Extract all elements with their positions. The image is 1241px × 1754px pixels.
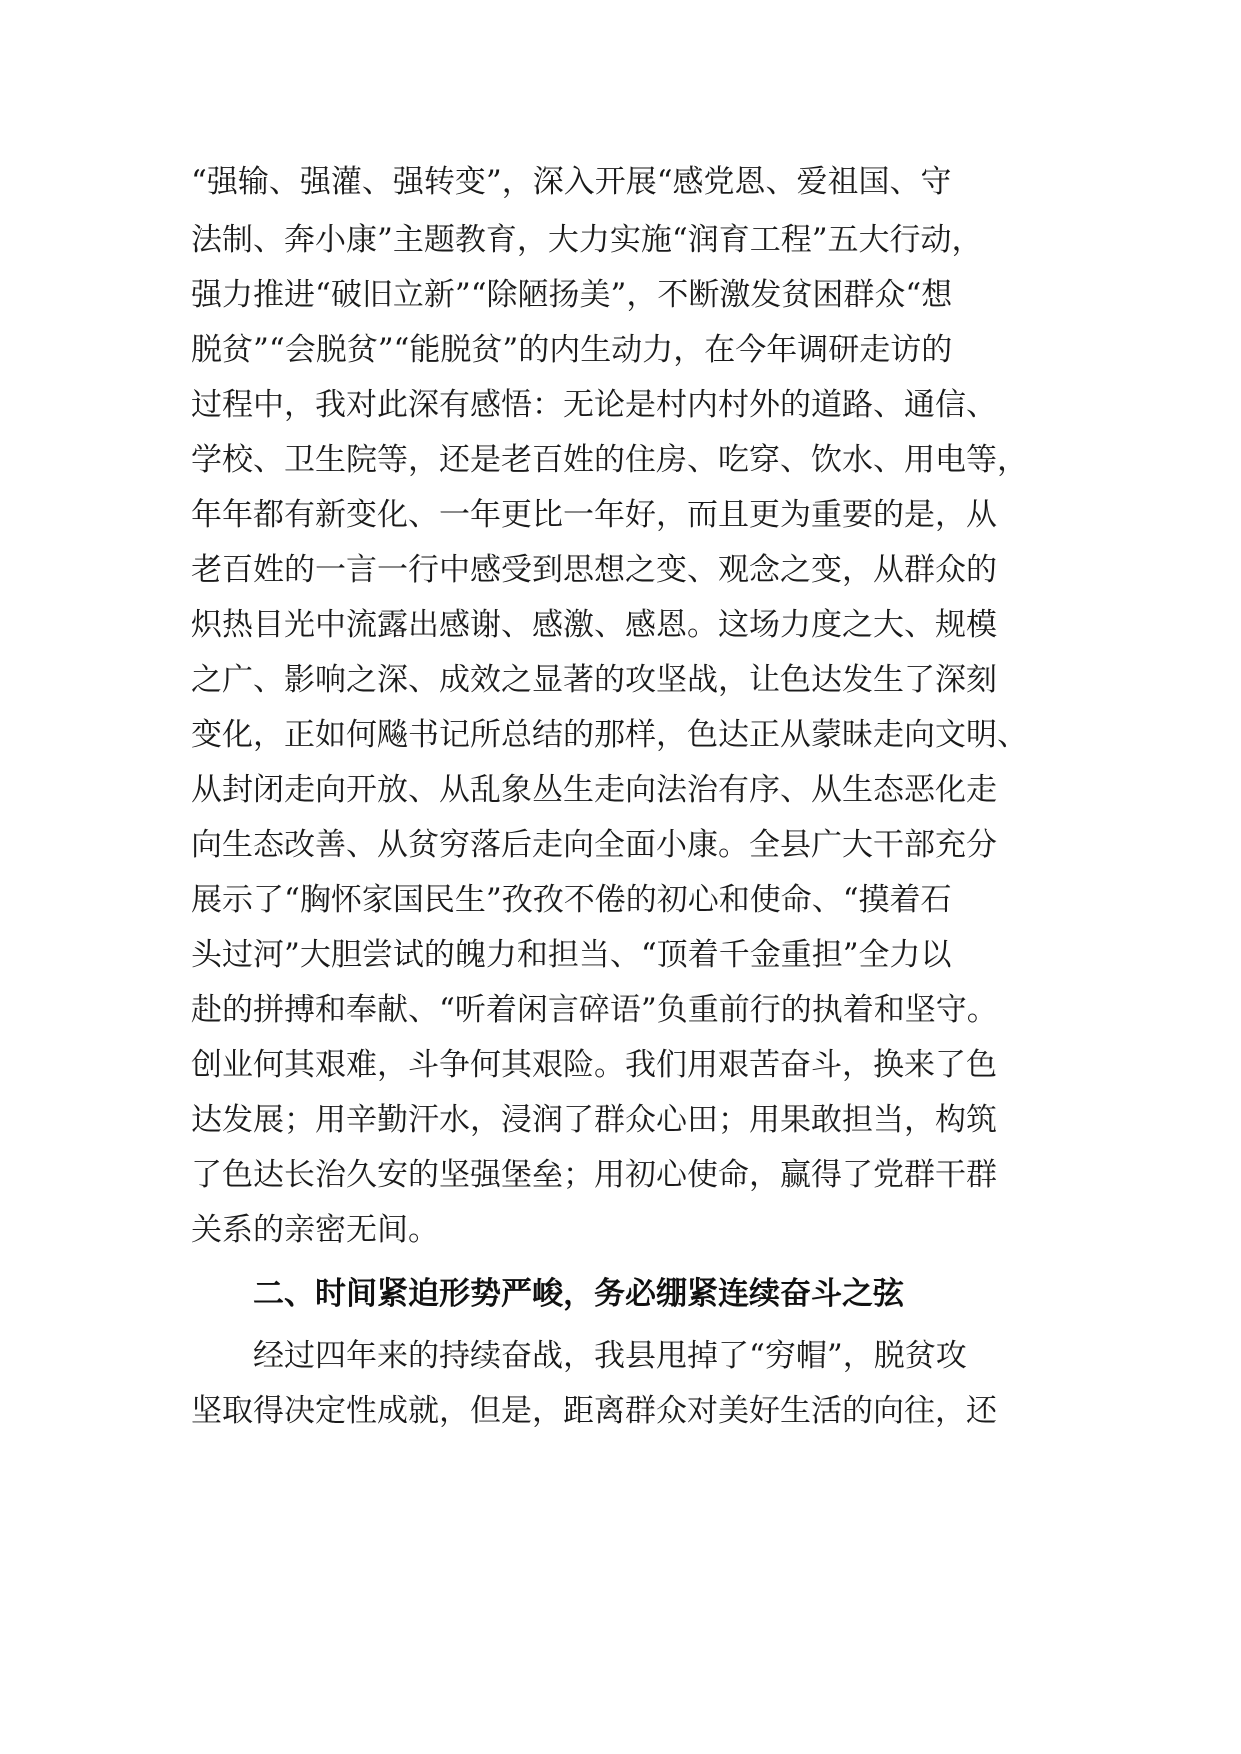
text-line: 变化，正如何飚书记所总结的那样，色达正从蒙昧走向文明、 (191, 717, 1028, 753)
text-line: 老百姓的一言一行中感受到思想之变、观念之变，从群众的 (191, 552, 997, 588)
text-line: 关系的亲密无间。 (191, 1212, 439, 1248)
text-line: 头过河”大胆尝试的魄力和担当、“顶着千金重担”全力以 (191, 937, 952, 973)
text-line: 展示了“胸怀家国民生”孜孜不倦的初心和使命、“摸着石 (191, 882, 952, 918)
text-line: 脱贫”“会脱贫”“能脱贫”的内生动力，在今年调研走访的 (191, 332, 953, 368)
text-line: 向生态改善、从贫穷落后走向全面小康。全县广大干部充分 (191, 827, 997, 863)
text-line: 赴的拼搏和奉献、“听着闲言碎语”负重前行的执着和坚守。 (191, 992, 998, 1028)
text-line: 炽热目光中流露出感谢、感激、感恩。这场力度之大、规模 (191, 607, 997, 643)
text-line: 强力推进“破旧立新”“除陋扬美”，不断激发贫困群众“想 (191, 277, 953, 313)
text-line: 之广、影响之深、成效之显著的攻坚战，让色达发生了深刻 (191, 662, 997, 698)
text-line: 年年都有新变化、一年更比一年好，而且更为重要的是，从 (191, 497, 997, 533)
text-line: “强输、强灌、强转变”，深入开展“感党恩、爱祖国、守 (191, 164, 952, 200)
text-line: 经过四年来的持续奋战，我县甩掉了“穷帽”，脱贫攻 (253, 1338, 967, 1374)
text-line: 了色达长治久安的坚强堡垒；用初心使命，赢得了党群干群 (191, 1157, 997, 1193)
text-line: 坚取得决定性成就，但是，距离群众对美好生活的向往，还 (191, 1393, 997, 1429)
text-line: 从封闭走向开放、从乱象丛生走向法治有序、从生态恶化走 (191, 772, 997, 808)
text-line: 学校、卫生院等，还是老百姓的住房、吃穿、饮水、用电等， (191, 442, 1028, 478)
text-line: 过程中，我对此深有感悟：无论是村内村外的道路、通信、 (191, 387, 997, 423)
text-line: 法制、奔小康”主题教育，大力实施“润育工程”五大行动， (191, 222, 983, 258)
text-line: 达发展；用辛勤汗水，浸润了群众心田；用果敢担当，构筑 (191, 1102, 997, 1138)
section-heading: 二、时间紧迫形势严峻，务必绷紧连续奋斗之弦 (253, 1276, 904, 1312)
text-line: 创业何其艰难，斗争何其艰险。我们用艰苦奋斗，换来了色 (191, 1047, 997, 1083)
